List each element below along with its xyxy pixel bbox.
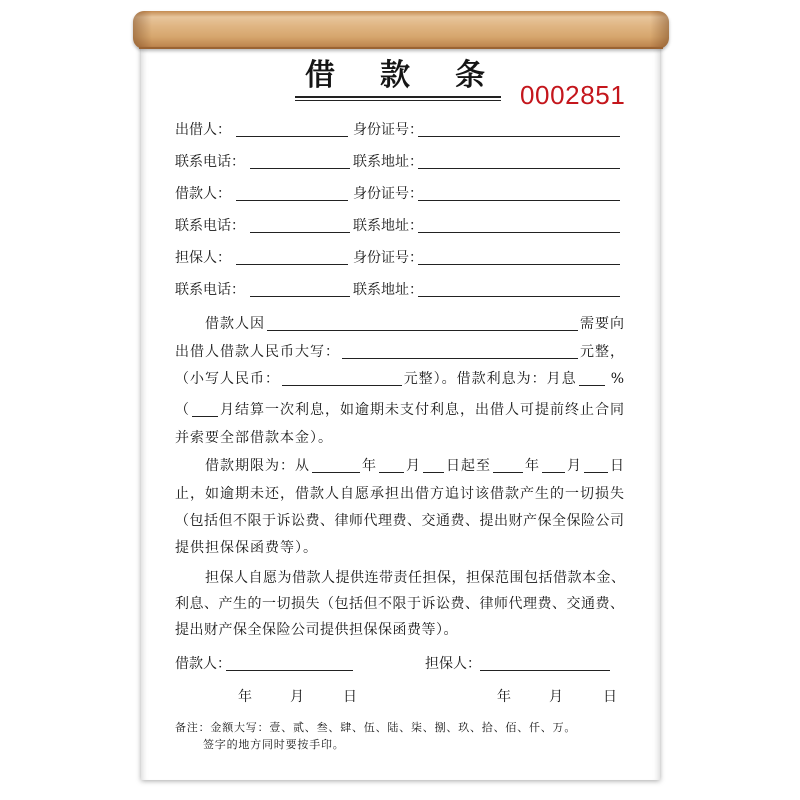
guarantor-address-label: 联系地址： bbox=[353, 282, 423, 298]
guarantee-line-1: 担保人自愿为借款人提供连带责任担保，担保范围包括借款本金、 bbox=[205, 570, 626, 586]
borrower-date-month: 月 bbox=[290, 689, 304, 705]
borrower-address-blank bbox=[418, 232, 620, 233]
borrower-signature-blank bbox=[226, 670, 353, 671]
amount-lower-blank bbox=[282, 369, 402, 386]
start-year-label: 年 bbox=[362, 458, 377, 474]
lender-id-blank bbox=[418, 136, 620, 137]
end-year-blank bbox=[493, 456, 523, 473]
info-row-lender-contact bbox=[0, 152, 800, 172]
settlement-end: 并索要全部借款本金）。 bbox=[175, 430, 333, 446]
amount-lower-suffix: 元整）。借款利息为：月息 bbox=[403, 371, 577, 387]
amount-lower-prefix: （小写人民币： bbox=[175, 371, 280, 387]
binding-curl-shading bbox=[133, 11, 669, 49]
end-day-blank bbox=[584, 456, 608, 473]
binding-bottom-edge bbox=[139, 47, 663, 49]
amount-upper-prefix: 出借人借款人民币大写： bbox=[175, 344, 340, 360]
borrower-id-label: 身份证号： bbox=[353, 186, 423, 202]
end-month-blank bbox=[542, 456, 565, 473]
remark-fingerprint: 签字的地方同时要按手印。 bbox=[203, 738, 345, 751]
form-title: 借款条 bbox=[305, 58, 530, 93]
borrower-date-year: 年 bbox=[238, 689, 252, 705]
borrower-phone-label: 联系电话： bbox=[175, 218, 245, 234]
settlement-text: 月结算一次利息，如逾期未支付利息，出借人可提前终止合同 bbox=[220, 402, 625, 418]
remark-amount-numerals: 备注：金额大写：壹、贰、叁、肆、伍、陆、柒、捌、玖、拾、佰、仟、万。 bbox=[175, 721, 577, 734]
guarantor-id-blank bbox=[418, 264, 620, 265]
loan-reason-suffix: 需要向 bbox=[580, 316, 625, 332]
end-day-label: 日 bbox=[610, 458, 625, 474]
title-underline-thin bbox=[295, 100, 501, 101]
amount-upper-blank bbox=[342, 342, 578, 359]
borrower-id-blank bbox=[418, 200, 620, 201]
settlement-line bbox=[175, 400, 625, 420]
settlement-months-blank bbox=[192, 400, 218, 417]
term-prefix: 借款期限为：从 bbox=[205, 458, 310, 474]
guarantor-date-month: 月 bbox=[549, 689, 563, 705]
guarantor-label: 担保人： bbox=[175, 250, 231, 266]
serial-number: 0002851 bbox=[520, 80, 626, 110]
loan-reason-line bbox=[205, 314, 625, 334]
lender-phone-blank bbox=[250, 168, 350, 169]
start-day-to-label: 日起至 bbox=[446, 458, 491, 474]
start-month-label: 月 bbox=[406, 458, 421, 474]
borrower-date-day: 日 bbox=[343, 689, 357, 705]
monthly-interest-blank bbox=[579, 369, 605, 386]
guarantee-line-2: 利息、产生的一切损失（包括但不限于诉讼费、律师代理费、交通费、 bbox=[175, 596, 625, 612]
borrower-address-label: 联系地址： bbox=[353, 218, 423, 234]
amount-lower-line bbox=[175, 369, 625, 389]
guarantor-phone-blank bbox=[250, 296, 350, 297]
guarantor-phone-label: 联系电话： bbox=[175, 282, 245, 298]
title-underline-thick bbox=[295, 96, 501, 98]
info-row-guarantor bbox=[0, 248, 800, 268]
borrower-label: 借款人： bbox=[175, 186, 231, 202]
lender-label: 出借人： bbox=[175, 122, 231, 138]
guarantor-id-label: 身份证号： bbox=[353, 250, 423, 266]
lender-address-blank bbox=[418, 168, 620, 169]
start-month-blank bbox=[379, 456, 404, 473]
term-line-3: （包括但不限于诉讼费、律师代理费、交通费、提出财产保全保险公司 bbox=[175, 513, 625, 529]
loan-term-line bbox=[205, 456, 625, 476]
loan-reason-blank bbox=[267, 314, 578, 331]
guarantor-date-year: 年 bbox=[497, 689, 511, 705]
settlement-prefix: （ bbox=[175, 402, 190, 418]
end-year-label: 年 bbox=[525, 458, 540, 474]
term-line-2: 止，如逾期未还，借款人自愿承担出借方追讨该借款产生的一切损失 bbox=[175, 486, 625, 502]
end-month-label: 月 bbox=[567, 458, 582, 474]
info-row-lender bbox=[0, 120, 800, 140]
start-year-blank bbox=[312, 456, 360, 473]
guarantor-signature-label: 担保人： bbox=[425, 656, 481, 672]
loan-reason-prefix: 借款人因 bbox=[205, 316, 265, 332]
info-row-borrower-contact bbox=[0, 216, 800, 236]
start-day-blank bbox=[423, 456, 444, 473]
info-row-guarantor-contact bbox=[0, 280, 800, 300]
guarantor-signature-blank bbox=[480, 670, 610, 671]
borrower-signature-label: 借款人： bbox=[175, 656, 231, 672]
guarantor-name-blank bbox=[236, 264, 348, 265]
amount-upper-line bbox=[175, 342, 625, 362]
amount-upper-suffix: 元整， bbox=[580, 344, 625, 360]
info-row-borrower bbox=[0, 184, 800, 204]
lender-id-label: 身份证号： bbox=[353, 122, 423, 138]
guarantor-address-blank bbox=[418, 296, 620, 297]
interest-unit: % bbox=[610, 371, 625, 387]
guarantor-date-day: 日 bbox=[603, 689, 617, 705]
borrower-phone-blank bbox=[250, 232, 350, 233]
lender-address-label: 联系地址： bbox=[353, 154, 423, 170]
lender-phone-label: 联系电话： bbox=[175, 154, 245, 170]
term-line-4: 提供担保保函费等）。 bbox=[175, 540, 318, 556]
lender-name-blank bbox=[236, 136, 348, 137]
borrower-name-blank bbox=[236, 200, 348, 201]
guarantee-line-3: 提出财产保全保险公司提供担保保函费等）。 bbox=[175, 622, 458, 638]
